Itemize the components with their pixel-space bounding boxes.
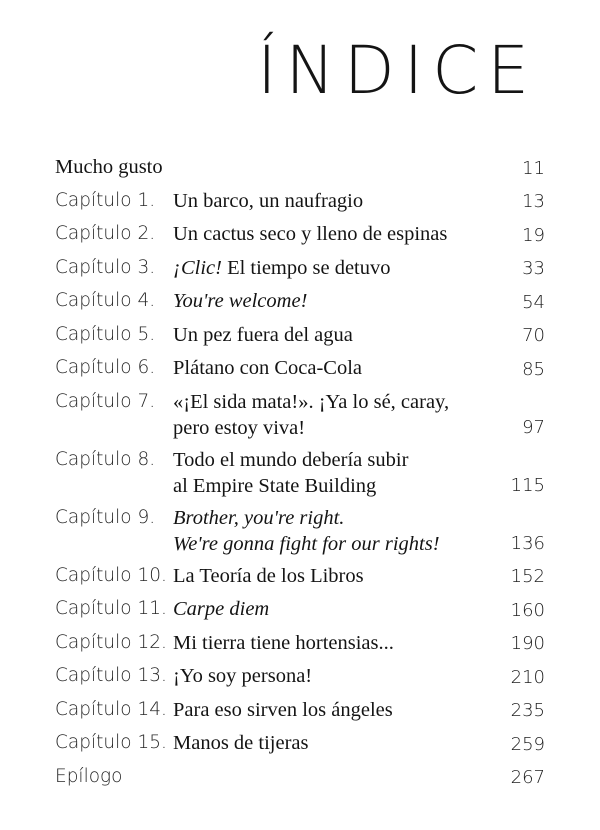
page-number: 259 (510, 733, 545, 755)
chapter-label: Capítulo 14. (55, 698, 167, 720)
toc-entry (55, 694, 545, 728)
toc-entry (55, 252, 545, 286)
page-number: 152 (510, 566, 545, 587)
chapter-label: Capítulo 2. (55, 223, 156, 244)
table-of-contents (55, 151, 545, 794)
chapter-title: Carpe diem (173, 598, 270, 620)
toc-entry (55, 352, 545, 386)
chapter-label: Capítulo 8. (55, 448, 156, 470)
toc-entry (55, 727, 545, 761)
chapter-title: Un pez fuera del agua (173, 323, 353, 346)
chapter-label: Capítulo 15. (55, 732, 167, 753)
page-number: 33 (522, 258, 545, 279)
chapter-title: ¡Clic! El tiempo se detuvo (173, 256, 391, 279)
chapter-label: Capítulo 3. (55, 256, 156, 278)
page-number: 85 (522, 358, 545, 380)
page-number: 11 (522, 157, 545, 179)
chapter-title: Mi tierra tiene hortensias... (173, 631, 394, 654)
chapter-title: «¡El sida mata!». ¡Ya lo sé, caray, pero estoy viva! (173, 390, 450, 439)
chapter-title: Un cactus seco y lleno de espinas (173, 223, 448, 245)
page-number: 190 (510, 633, 545, 654)
toc-entry (55, 502, 545, 560)
chapter-title: Plátano con Coca-Cola (173, 357, 363, 379)
page-number: 97 (522, 416, 545, 438)
chapter-label: Capítulo 10. (55, 564, 167, 586)
chapter-title: Brother, you're right. We're gonna fight for our rights! (173, 506, 440, 555)
page-number: 115 (510, 474, 545, 496)
toc-entry (55, 386, 545, 444)
chapter-title: Todo el mundo debería subir al Empire State Building (173, 448, 409, 497)
page-number: 13 (522, 191, 545, 212)
toc-entry (55, 444, 545, 502)
page-number: 136 (510, 532, 545, 554)
page-number: 54 (522, 291, 545, 313)
page-number: 70 (522, 325, 545, 346)
chapter-label: Capítulo 4. (55, 290, 156, 311)
chapter-label: Capítulo 11. (55, 598, 167, 619)
toc-entry (55, 285, 545, 319)
chapter-title: Manos de tijeras (173, 732, 309, 754)
page-number: 267 (510, 767, 545, 788)
chapter-label: Capítulo 5. (55, 323, 156, 345)
toc-entry (55, 319, 545, 353)
page-number: 160 (510, 599, 545, 621)
chapter-title (122, 761, 495, 767)
toc-entry (55, 593, 545, 627)
chapter-label: Capítulo 7. (55, 390, 156, 412)
toc-entry (55, 151, 545, 185)
chapter-title: You're welcome! (173, 290, 308, 312)
page-title: ÍNDICE (257, 32, 538, 109)
chapter-title: Mucho gusto (55, 156, 163, 178)
chapter-label: Capítulo 9. (55, 506, 156, 528)
chapter-label: Epílogo (55, 765, 123, 787)
chapter-title: ¡Yo soy persona! (173, 665, 313, 687)
chapter-title: La Teoría de los Libros (173, 564, 364, 587)
chapter-label: Capítulo 6. (55, 357, 156, 378)
page-number: 210 (510, 666, 545, 688)
toc-entry (55, 761, 545, 795)
page-number: 19 (522, 224, 545, 246)
chapter-label: Capítulo 12. (55, 631, 167, 653)
chapter-title: Un barco, un naufragio (173, 189, 364, 212)
chapter-label: Capítulo 1. (55, 189, 156, 211)
toc-entry (55, 660, 545, 694)
chapter-label: Capítulo 13. (55, 665, 167, 686)
toc-entry (55, 627, 545, 661)
chapter-title: Para eso sirven los ángeles (173, 698, 393, 721)
toc-entry (55, 185, 545, 219)
toc-entry (55, 560, 545, 594)
toc-entry (55, 218, 545, 252)
page-number: 235 (510, 700, 545, 721)
